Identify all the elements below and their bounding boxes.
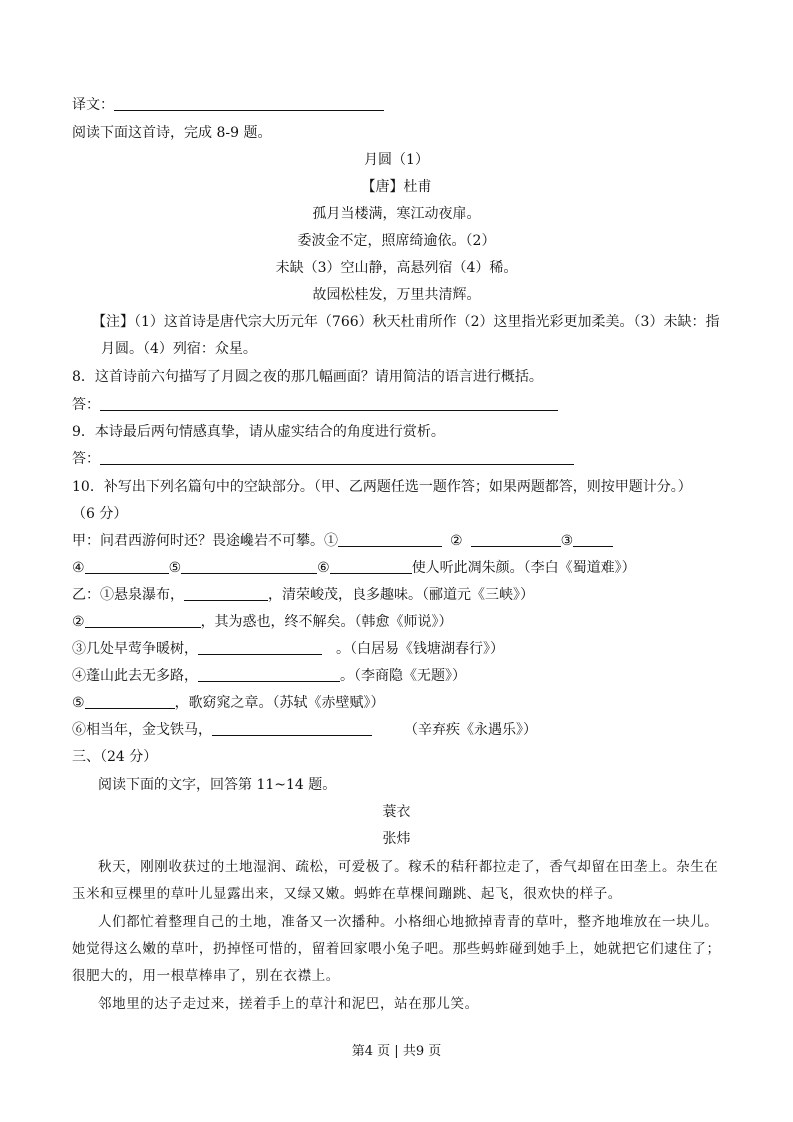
section-3-intro: 阅读下面的文字，回答第 11~14 题。 bbox=[98, 777, 337, 793]
q10-yi-6: ⑥相当年，金戈铁马， （辛弃疾《永遇乐》） bbox=[72, 722, 537, 738]
question-8: 8．这首诗前六句描写了月圆之夜的那几幅画面？请用简洁的语言进行概括。 bbox=[72, 369, 543, 385]
q10-yi-5: ⑤ ，歌窈窕之章。（苏轼《赤壁赋》） bbox=[72, 695, 385, 711]
poem-note: 【注】（1）这首诗是唐代宗大历元年（766）秋天杜甫所作（2）这里指光彩更加柔美。（3）未缺：指 bbox=[92, 314, 720, 330]
page-footer: 第4 页 | 共9 页 bbox=[351, 1044, 442, 1059]
yi-blank-4[interactable] bbox=[198, 667, 340, 682]
poem-author: 【唐】杜甫 bbox=[361, 179, 432, 195]
story-paragraph-2-cont: 很肥大的，用一根草棒串了，别在衣襟上。 bbox=[72, 968, 340, 984]
translation-line bbox=[72, 96, 384, 114]
story-author: 张炜 bbox=[382, 831, 411, 847]
poem-line: 未缺（3）空山静，高悬列宿（4）稀。 bbox=[275, 260, 518, 276]
q10-yi-4: ④蓬山此去无多路， 。（李商隐《无题》） bbox=[72, 668, 466, 684]
q8-answer-blank[interactable] bbox=[100, 396, 558, 411]
q10-yi-2: ② ，其为惑也，终不解矣。（韩愈《师说》） bbox=[72, 614, 453, 630]
story-paragraph-1: 秋天，刚刚收获过的土地湿润、疏松，可爱极了。稼禾的秸秆都拉走了，香气却留在田垄上。杂生在 bbox=[98, 859, 719, 875]
q10-yi-3: ③几处早莺争暖树， 。（白居易《钱塘湖春行》） bbox=[72, 641, 504, 657]
yi-blank-6[interactable] bbox=[212, 721, 372, 736]
poem-title: 月圆（1） bbox=[364, 152, 429, 168]
yi-blank-1[interactable] bbox=[184, 586, 268, 601]
poem-intro: 阅读下面这首诗，完成 8-9 题。 bbox=[72, 125, 272, 141]
blank-1[interactable] bbox=[338, 532, 442, 547]
story-paragraph-2-cont: 她觉得这么嫩的草叶，扔掉怪可惜的，留着回家喂小兔子吧。那些蚂蚱碰到她手上，她就把它们逮住了； bbox=[72, 941, 721, 957]
blank-3[interactable] bbox=[573, 532, 613, 547]
translation-label: 译文： bbox=[72, 97, 114, 113]
q10-jia-line1: 甲：问君西游何时还？畏途巉岩不可攀。① ② ③ bbox=[72, 532, 613, 550]
q10-yi-1: 乙：①悬泉瀑布， ，清荣峻茂，良多趣味。（郦道元《三峡》） bbox=[72, 587, 534, 603]
poem-line: 委波金不定，照席绮逾依。（2） bbox=[297, 233, 496, 249]
section-3-heading: 三、（24 分） bbox=[72, 749, 158, 765]
q9-answer-blank[interactable] bbox=[100, 450, 574, 465]
q8-answer-line bbox=[72, 396, 558, 414]
yi-blank-3[interactable] bbox=[198, 640, 322, 655]
question-9: 9．本诗最后两句情感真挚，请从虚实结合的角度进行赏析。 bbox=[72, 424, 445, 440]
story-paragraph-1-cont: 玉米和豆棵里的草叶儿显露出来，又绿又嫩。蚂蚱在草棵间蹦跳、起飞，很欢快的样子。 bbox=[72, 886, 622, 902]
blank-4[interactable] bbox=[85, 559, 169, 574]
poem-line: 孤月当楼满，寒江动夜扉。 bbox=[312, 206, 481, 222]
yi-blank-5[interactable] bbox=[85, 694, 175, 709]
blank-2[interactable] bbox=[471, 532, 561, 547]
poem-note-cont: 月圆。（4）列宿：众星。 bbox=[101, 341, 257, 357]
poem-line: 故园松桂发，万里共清辉。 bbox=[312, 287, 481, 303]
q9-answer-line bbox=[72, 450, 574, 468]
blank-5[interactable] bbox=[181, 559, 317, 574]
question-10: 10．补写出下列名篇句中的空缺部分。（甲、乙两题任选一题作答；如果两题都答，则按甲题计分。） bbox=[72, 479, 692, 495]
blank-6[interactable] bbox=[330, 559, 412, 574]
translation-answer-blank[interactable] bbox=[114, 96, 384, 111]
yi-blank-2[interactable] bbox=[85, 613, 201, 628]
story-paragraph-2: 人们都忙着整理自己的土地，准备又一次播种。小格细心地掀掉青青的草叶，整齐地堆放在一块儿。 bbox=[98, 914, 719, 930]
question-10-score: （6 分） bbox=[72, 506, 128, 522]
story-title: 蓑衣 bbox=[382, 804, 411, 820]
answer-label: 答： bbox=[72, 397, 100, 413]
answer-label: 答： bbox=[72, 451, 100, 467]
q10-jia-line2: ④ ⑤ ⑥ 使人听此凋朱颜。（李白《蜀道难》） bbox=[72, 560, 636, 576]
story-paragraph-3: 邻地里的达子走过来，搓着手上的草汁和泥巴，站在那儿笑。 bbox=[98, 996, 479, 1012]
